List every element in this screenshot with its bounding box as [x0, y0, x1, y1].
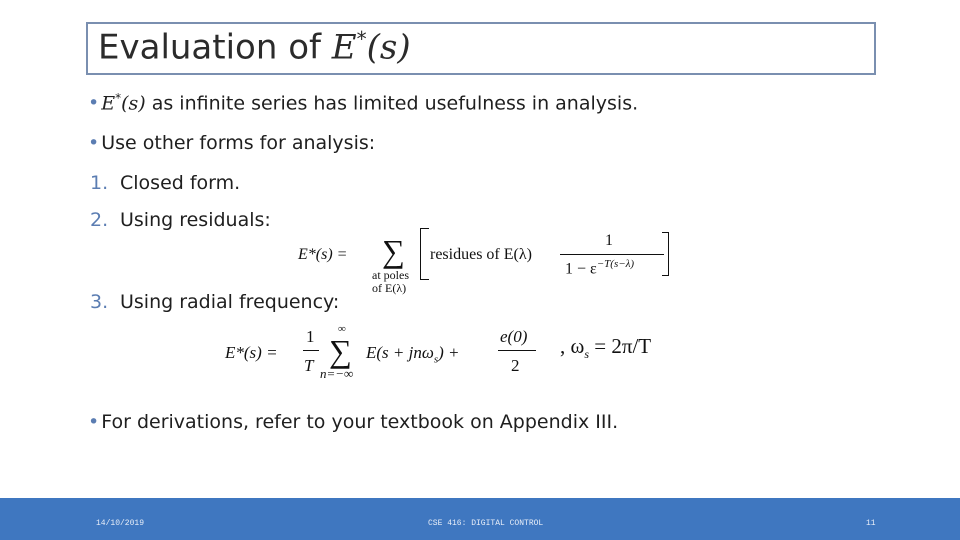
radial-frac-bar: [303, 350, 319, 351]
residues-under-1: at poles: [372, 268, 409, 282]
radial-frac-den: T: [304, 356, 314, 375]
footer-page-number: 11: [866, 519, 876, 528]
title-frame: [86, 22, 876, 75]
bullet-series: • E*(s) as infinite series has limited usefulness in analysis.: [88, 91, 639, 115]
title-function: E: [331, 27, 357, 68]
residues-right-bracket: [662, 232, 669, 276]
radial-e0-bar: [498, 350, 536, 351]
radial-term: E(s + jnω$_s$) +: [366, 343, 460, 366]
radial-sum-symbol: ∑: [329, 333, 352, 369]
residues-frac-den: $1 - \varepsilon^{-T(s-\lambda)}$: [565, 258, 635, 278]
radial-sum-bottom: n=−∞: [320, 366, 354, 381]
list-item-closed-form: 1. Closed form.: [90, 172, 241, 194]
bullet-derivations: • For derivations, refer to your textbook on Appendix III.: [88, 411, 619, 433]
radial-e0-den: 2: [511, 356, 520, 375]
footer-date: 14/10/2019: [96, 519, 145, 528]
list-item-residuals: 2. Using residuals:: [90, 209, 271, 231]
residues-under-2: of E(λ): [372, 281, 407, 295]
residues-frac-bar: [560, 254, 664, 255]
radial-sum-top: ∞: [338, 323, 346, 335]
residues-text: residues of E(λ): [430, 246, 532, 263]
radial-e0-num: e(0): [500, 327, 528, 346]
title-arg: (s): [366, 27, 411, 68]
footer-course: CSE 416: DIGITAL CONTROL: [428, 519, 544, 528]
list-item-radial: 3. Using radial frequency:: [90, 291, 340, 313]
radial-frac-num: 1: [306, 327, 315, 346]
title-star: *: [356, 27, 367, 51]
page-title: Evaluation of E*(s): [98, 27, 411, 68]
radial-omega: , $\omega_s = 2\pi/T$: [560, 334, 652, 362]
bullet-other-forms: • Use other forms for analysis:: [88, 132, 376, 154]
residues-sum-symbol: ∑: [382, 233, 405, 269]
radial-lhs: E*(s) =: [225, 343, 278, 362]
residues-lhs: E*(s) =: [298, 246, 348, 263]
residues-left-bracket: [420, 228, 429, 280]
residues-frac-num: 1: [605, 232, 613, 249]
